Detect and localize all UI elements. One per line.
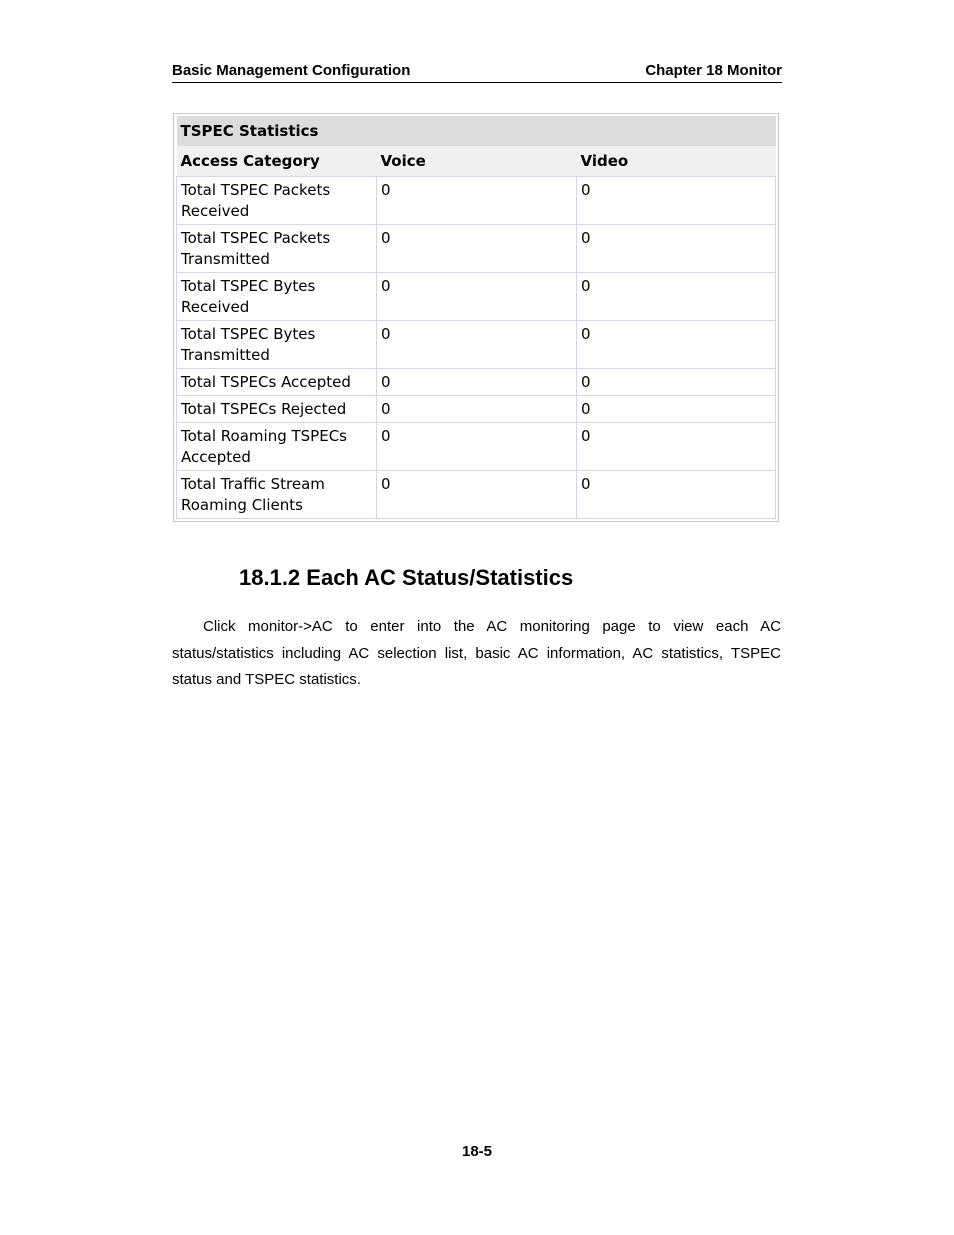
table-row <box>177 396 776 423</box>
row-label: Total TSPEC Packets Received <box>177 177 377 225</box>
row-label: Total Traffic Stream Roaming Clients <box>177 471 377 519</box>
video-value: 0 <box>577 369 776 396</box>
row-label: Total TSPEC Bytes Received <box>177 273 377 321</box>
voice-value: 0 <box>377 396 577 423</box>
tspec-grid <box>176 116 776 519</box>
voice-value: 0 <box>377 423 577 471</box>
video-value: 0 <box>577 225 776 273</box>
table-row <box>177 273 776 321</box>
video-value: 0 <box>577 273 776 321</box>
table-header-row <box>177 146 776 177</box>
table-title-row <box>177 116 776 146</box>
voice-value: 0 <box>377 321 577 369</box>
header-document-title: Basic Management Configuration <box>172 62 411 79</box>
voice-value: 0 <box>377 471 577 519</box>
table-row <box>177 369 776 396</box>
page-header <box>172 61 782 83</box>
page-number: 18-5 <box>461 1143 493 1160</box>
table-title: TSPEC Statistics <box>177 116 776 146</box>
table-row <box>177 177 776 225</box>
row-label: Total Roaming TSPECs Accepted <box>177 423 377 471</box>
column-header-video: Video <box>577 146 776 177</box>
voice-value: 0 <box>377 225 577 273</box>
table-row <box>177 225 776 273</box>
header-chapter-title: Chapter 18 Monitor <box>645 62 782 79</box>
row-label: Total TSPEC Packets Transmitted <box>177 225 377 273</box>
row-label: Total TSPECs Rejected <box>177 396 377 423</box>
voice-value: 0 <box>377 273 577 321</box>
tspec-statistics-table <box>173 113 779 522</box>
video-value: 0 <box>577 321 776 369</box>
column-header-voice: Voice <box>377 146 577 177</box>
video-value: 0 <box>577 471 776 519</box>
voice-value: 0 <box>377 177 577 225</box>
row-label: Total TSPECs Accepted <box>177 369 377 396</box>
video-value: 0 <box>577 177 776 225</box>
video-value: 0 <box>577 396 776 423</box>
table-row <box>177 423 776 471</box>
table-row <box>177 321 776 369</box>
column-header-access-category: Access Category <box>177 146 377 177</box>
voice-value: 0 <box>377 369 577 396</box>
video-value: 0 <box>577 423 776 471</box>
table-row <box>177 471 776 519</box>
section-heading: 18.1.2 Each AC Status/Statistics <box>239 565 574 590</box>
row-label: Total TSPEC Bytes Transmitted <box>177 321 377 369</box>
body-paragraph: Click monitor->AC to enter into the AC monitoring page to view each AC status/statistics including AC selection list, basic AC information, AC statistics, TSPEC status and TSPEC statistics. <box>172 618 781 688</box>
